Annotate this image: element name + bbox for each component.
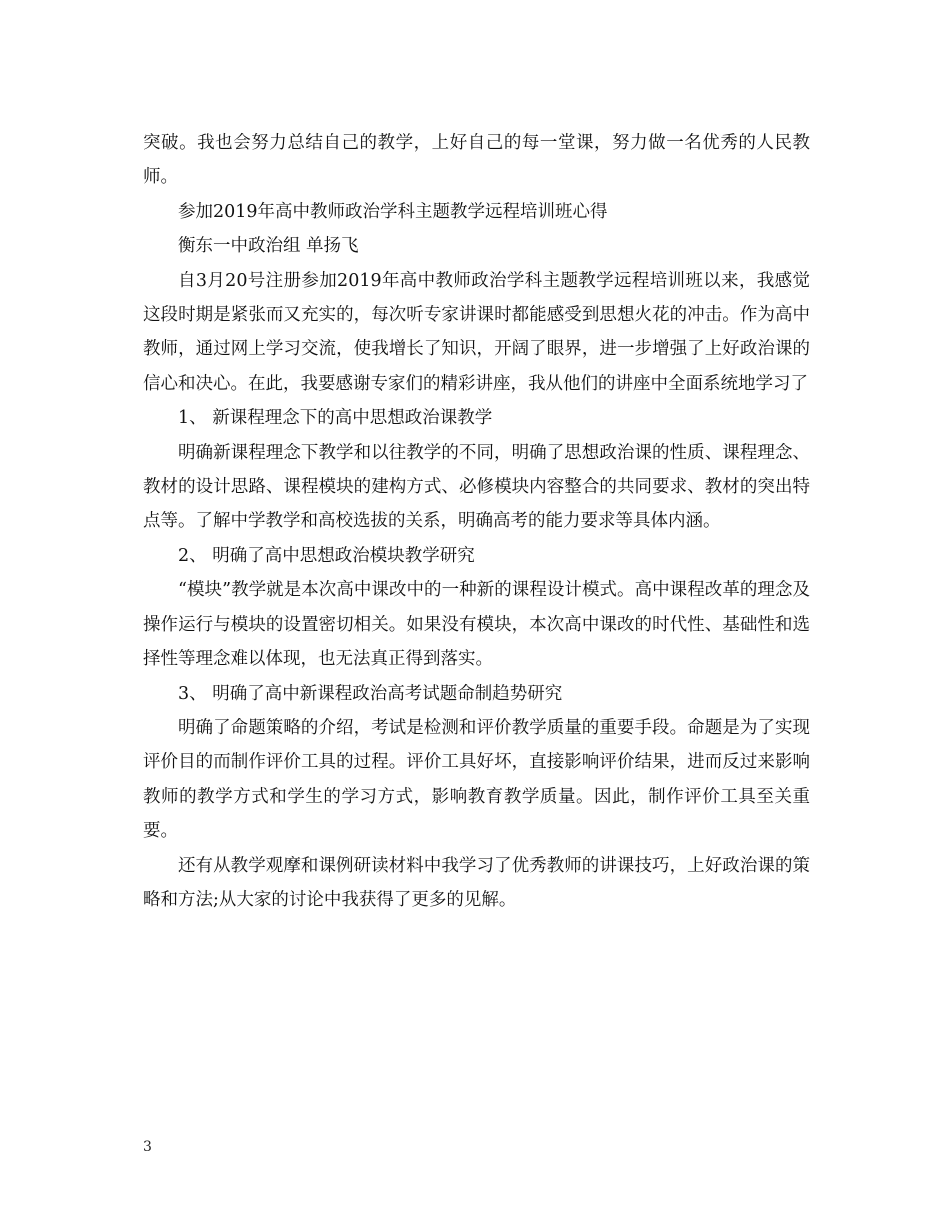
paragraph-closing: 还有从教学观摩和课例研读材料中我学习了优秀教师的讲课技巧，上好政治课的策略和方法;从大家的讨论中我获得了更多的见解。 xyxy=(143,855,810,910)
article-title: 参加2019年高中教师政治学科主题教学远程培训班心得 xyxy=(178,201,608,222)
section-heading-2: 2、 明确了高中思想政治模块教学研究 xyxy=(178,545,475,566)
paragraph-intro: 自3月20号注册参加2019年高中教师政治学科主题教学远程培训班以来，我感觉这段时期是紧张而又充实的，每次听专家讲课时都能感受到思想火花的冲击。作为高中教师，通过网上学习交流，使我增长了知识，开阔了眼界，进一步增强了上好政治课的信心和决心。在此，我要感谢专家们的精彩讲座，我从他们的讲座中全面系统地学习了 xyxy=(143,270,810,394)
paragraph-section-1: 明确新课程理念下教学和以往教学的不同，明确了思想政治课的性质、课程理念、教材的设计思路、课程模块的建构方式、必修模块内容整合的共同要求、教材的突出特点等。了解中学教学和高校选拔的关系，明确高考的能力要求等具体内涵。 xyxy=(143,442,810,532)
paragraph-section-3: 明确了命题策略的介绍，考试是检测和评价教学质量的重要手段。命题是为了实现评价目的而制作评价工具的过程。评价工具好坏，直接影响评价结果，进而反过来影响教师的教学方式和学生的学习方式，影响教育教学质量。因此，制作评价工具至关重要。 xyxy=(143,717,810,842)
paragraph-section-2: “模块”教学就是本次高中课改中的一种新的课程设计模式。高中课程改革的理念及操作运行与模块的设置密切相关。如果没有模块，本次高中课改的时代性、基础性和选择性等理念难以体现，也无法真正得到落实。 xyxy=(143,580,810,670)
author-line: 衡东一中政治组 单扬飞 xyxy=(178,236,359,257)
section-heading-3: 3、 明确了高中新课程政治高考试题命制趋势研究 xyxy=(178,683,563,704)
document-body xyxy=(143,126,810,917)
paragraph-continuation: 突破。我也会努力总结自己的教学，上好自己的每一堂课，努力做一名优秀的人民教师。 xyxy=(143,133,810,188)
page-number: 3 xyxy=(143,1139,152,1155)
section-heading-1: 1、 新课程理念下的高中思想政治课教学 xyxy=(178,408,493,429)
